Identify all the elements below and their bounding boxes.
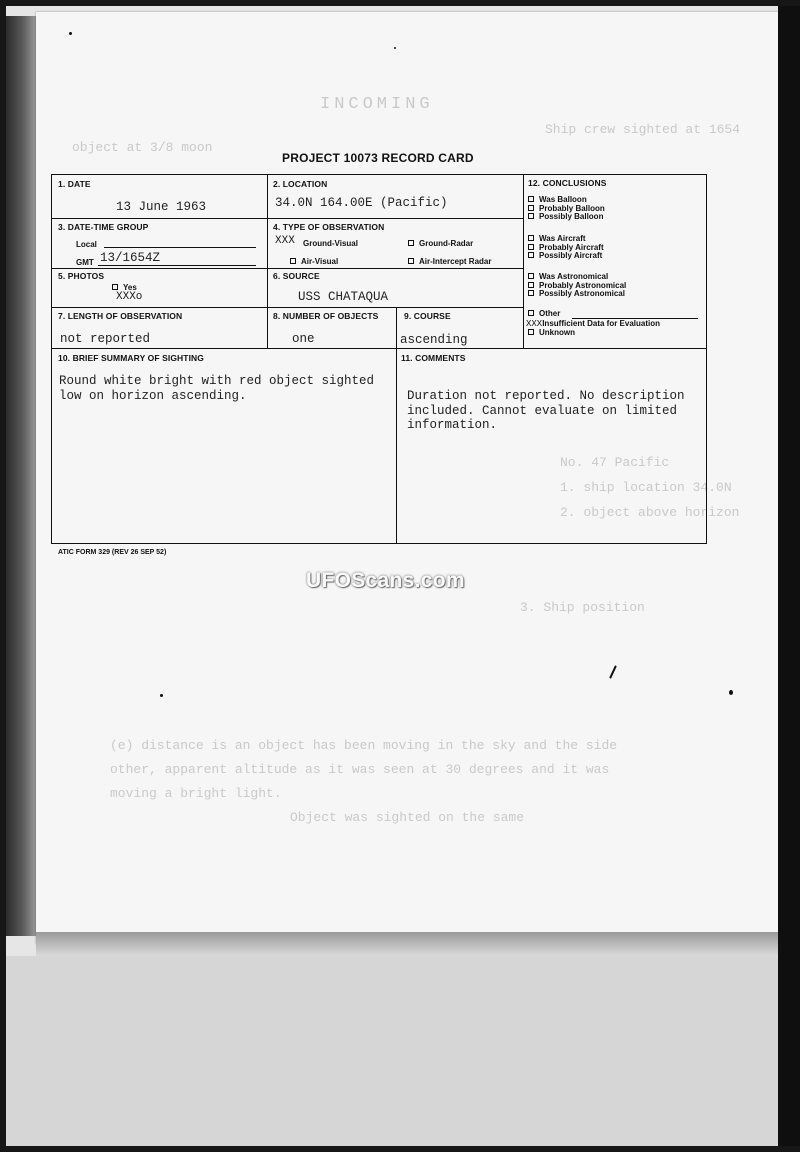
bleedthrough-line: Object was sighted on the same [290,810,525,825]
bleedthrough-line: No. 47 Pacific [560,455,670,470]
lower-film-area [6,956,788,1146]
checkbox-icon [528,273,534,279]
location-label: 2. LOCATION [273,179,328,189]
length-of-observation-value: not reported [60,332,151,346]
checkbox-icon [528,252,534,258]
film-speck [160,694,163,697]
bleedthrough-line: 1. ship location 34.0N [560,480,732,495]
insufficient-data-mark: XXX [526,319,543,329]
local-label: Local [76,240,97,249]
course-value: ascending [400,333,468,347]
comments-label: 11. COMMENTS [401,353,466,363]
summary-label: 10. BRIEF SUMMARY OF SIGHTING [58,353,204,363]
grid-line [267,174,268,348]
was-balloon-option: Was Balloon [528,196,605,205]
possibly-astronomical-option: Possibly Astronomical [528,290,626,299]
ground-radar-option: Ground-Radar [408,239,473,248]
was-aircraft-option: Was Aircraft [528,235,604,244]
grid-line [523,174,524,348]
checkbox-icon [408,258,414,264]
checkbox-icon [528,290,534,296]
photos-yes-option: Yes [112,283,137,292]
bleedthrough-line: Ship crew sighted at 1654 [545,122,741,137]
film-right-edge [778,6,800,1146]
possibly-aircraft-option: Possibly Aircraft [528,252,604,261]
comments-text: Duration not reported. No description included. Cannot evaluate on limited information. [407,389,685,432]
source-label: 6. SOURCE [273,271,320,281]
gmt-label: GMT [76,258,94,267]
card-title: PROJECT 10073 RECORD CARD [282,151,474,165]
checkbox-icon [112,284,118,290]
checkbox-icon [528,196,534,202]
bleedthrough-line: other, apparent altitude as it was seen at 30 degrees and it was [110,762,610,777]
film-speck [69,32,72,35]
date-time-group-label: 3. DATE-TIME GROUP [58,222,149,232]
checkbox-icon [528,213,534,219]
probably-astronomical-option: Probably Astronomical [528,282,626,291]
conclusions-balloon-group [528,196,605,222]
ground-visual-mark: XXX [275,235,295,247]
checkbox-icon [528,310,534,316]
grid-line [51,307,523,308]
number-of-objects-value: one [292,332,315,346]
date-label: 1. DATE [58,179,91,189]
bleedthrough-line: (e) distance is an object has been moving in the sky and the side [110,738,618,753]
conclusions-label: 12. CONCLUSIONS [528,178,607,188]
conclusions-other-option: Other [528,310,560,319]
ground-visual-option: Ground-Visual [303,239,358,248]
form-code: ATIC FORM 329 (REV 26 SEP 52) [58,549,167,556]
gmt-value: 13/1654Z [100,251,161,265]
air-intercept-radar-option: Air-Intercept Radar [408,257,491,266]
possibly-balloon-option: Possibly Balloon [528,213,605,222]
local-underline [104,247,256,248]
photos-no-mark: XXXo [116,291,143,303]
grid-line [51,218,523,219]
grid-line [51,268,523,269]
bleedthrough-line: moving a bright light. [110,786,282,801]
bleedthrough-line: object at 3/8 moon [72,140,213,155]
course-label: 9. COURSE [404,311,451,321]
film-speck [729,690,733,695]
checkbox-icon [408,240,414,246]
summary-text: Round white bright with red object sighted low on horizon ascending. [59,374,375,403]
type-of-observation-label: 4. TYPE OF OBSERVATION [273,222,385,232]
checkbox-icon [528,329,534,335]
bleedthrough-line: 2. object above horizon [560,505,740,520]
film-speck [394,47,396,49]
grid-line [396,307,397,544]
bleedthrough-line: 3. Ship position [520,600,645,615]
checkbox-icon [528,282,534,288]
probably-balloon-option: Probably Balloon [528,205,605,214]
date-value: 13 June 1963 [116,200,207,214]
page-bottom-shadow [36,932,778,956]
checkbox-icon [528,235,534,241]
checkbox-icon [290,258,296,264]
probably-aircraft-option: Probably Aircraft [528,244,604,253]
conclusions-aircraft-group [528,235,604,261]
was-astronomical-option: Was Astronomical [528,273,626,282]
checkbox-icon [528,244,534,250]
location-value: 34.0N 164.00E (Pacific) [275,196,448,210]
watermark: UFOScans.com [306,569,465,592]
source-value: USS CHATAQUA [298,290,389,304]
film-left-strip [6,16,36,936]
photos-label: 5. PHOTOS [58,271,105,281]
length-of-observation-label: 7. LENGTH OF OBSERVATION [58,311,183,321]
gmt-underline [98,265,256,266]
grid-line [51,348,707,349]
insufficient-data-option: XXXInsufficient Data for Evaluation [526,319,660,329]
conclusions-astronomical-group [528,273,626,299]
number-of-objects-label: 8. NUMBER OF OBJECTS [273,311,379,321]
bleedthrough-header: INCOMING [320,95,434,114]
air-visual-option: Air-Visual [290,257,338,266]
unknown-option: Unknown [528,329,575,338]
checkbox-icon [528,205,534,211]
